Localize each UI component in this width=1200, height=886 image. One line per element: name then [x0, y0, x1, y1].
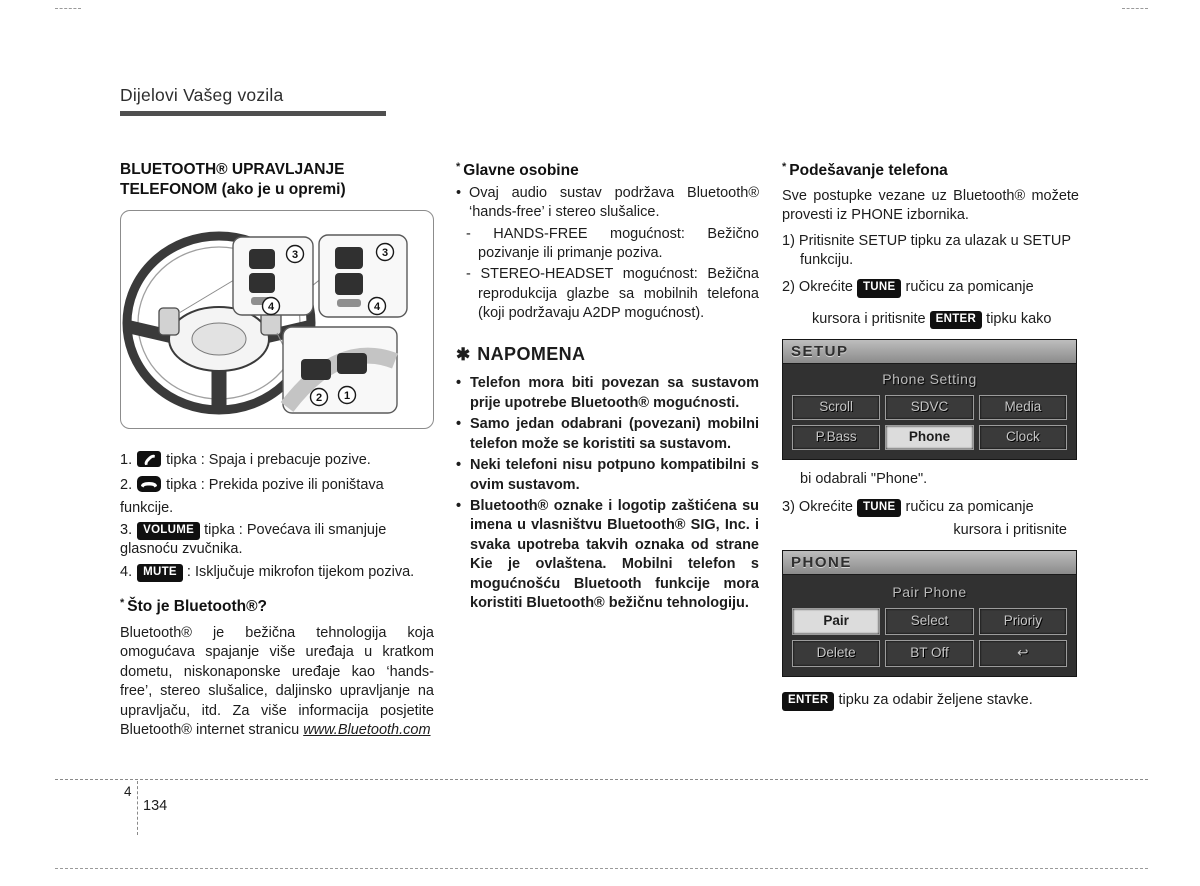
column-middle: * Glavne osobine Ovaj audio sustav podržava Bluetooth® ‘hands-free’ i stereo slušalice. - HANDS-FREE mogućnost: Bežično pozivanje ili primanje poziva. - STEREO-HEADSET mogućnost: Bežična reprodukcija glazbe sa mobilnih telefona (koji podržavaju A2DP mogućnost). ✱ NAPOMENA Telefon mora biti povezan sa sustavom prije upotrebe Bluetooth® mogućnosti. Samo jedan odabrani (povezani) mobilni telefon može se koristiti sa sustavom. Neki telefoni nisu potpuno kompatibilni s ovim sustavom. Bluetooth® oznake i logotip zaštićena su imena u vlasništvu Bluetooth® SIG, Inc. i svaka upotreba takvih oznaka od strane Kie je ovlaštena. Mobilni telefon s mogućnošću Bluetooth funkcije mora koristiti Bluetooth® bežičnu tehnologiju.: [456, 160, 759, 614]
menu-item-clock: Clock: [979, 425, 1067, 450]
callout-1: 1: [343, 389, 351, 402]
note-heading: ✱ NAPOMENA: [456, 343, 586, 364]
list-item: 1. tipka : Spaja i prebacuje pozive.: [120, 451, 434, 473]
list-item: 2. tipka : Prekida pozive ili poništava funkcije.: [120, 477, 384, 516]
note-bullet: Bluetooth® oznake i logotip zaštićena su imena u vlasništvu Bluetooth® SIG, Inc. i svaka upotreba takvih oznaka od strane Kie je ovlaštena. Mobilni telefon s mogućnošću Bluetooth funkcije mora koristiti Bluetooth® bežičnu tehnologiju.: [470, 498, 759, 612]
list-item-text: : Isključuje mikrofon tijekom poziva.: [186, 563, 415, 580]
footer-vertical-rule: [137, 781, 138, 835]
menu-item-select: Select: [885, 608, 973, 635]
list-item: 4. MUTE : Isključuje mikrofon tijekom poziva.: [120, 563, 434, 582]
callout-4: 4: [267, 300, 275, 313]
feature-sub-item: - STEREO-HEADSET mogućnost: Bežična reprodukcija glazbe sa mobilnih telefona (koji podržavaju A2DP mogućnost).: [466, 266, 759, 322]
button-key-list: [120, 451, 434, 583]
menu-item-media: Media: [979, 395, 1067, 420]
tune-knob-label: TUNE: [857, 279, 902, 297]
feature-sub-item: - HANDS-FREE mogućnost: Bežično pozivanje ili primanje poziva.: [466, 225, 759, 262]
menu-item-pair-highlighted: Pair: [792, 608, 880, 635]
section-heading: [120, 160, 434, 200]
phone-pickup-icon: [137, 451, 161, 473]
enter-button-label: ENTER: [930, 311, 982, 329]
title-underline: [120, 111, 386, 116]
step-2-continued: kursora i pritisnite ENTER tipku kako: [812, 310, 1079, 329]
footer-divider: [55, 779, 1148, 780]
callout-3: 3: [291, 248, 299, 261]
phone-setup-intro: Sve postupke vezane uz Bluetooth® možete provesti iz PHONE izbornika.: [782, 187, 1079, 224]
list-item-text: tipka : Spaja i prebacuje pozive.: [166, 451, 371, 468]
page-header: [120, 84, 386, 116]
page-number: 134: [143, 798, 168, 814]
menu-item-pbass: P.Bass: [792, 425, 880, 450]
phone-screen-menu: [792, 608, 1067, 667]
menu-item-delete: Delete: [792, 640, 880, 667]
list-item-text: tipka : Prekida pozive ili poništava funkcije.: [120, 477, 384, 516]
crop-mark: [55, 868, 1148, 869]
chapter-number: 4: [124, 784, 132, 799]
setup-screen-header: SETUP: [783, 340, 1076, 364]
setup-screen-menu: [792, 395, 1067, 450]
step-3: 3) Okrećite TUNE ručicu za pomicanje: [782, 498, 1079, 517]
note-bullet: Neki telefoni nisu potpuno kompatibilni s ovim sustavom.: [470, 457, 759, 493]
callout-3: 3: [381, 246, 389, 259]
what-is-bluetooth-section: * Što je Bluetooth®? Bluetooth® je bežična tehnologija koja omogućava spajanje više uređaja u kratkom dometu, niskonaponske uređaje kao ‘hands-free’, stereo slušalice, daljinsko upravljanje na upravljaču, itd. Za više informacija posjetite Bluetooth® internet stranicu www.Bluetooth.com: [120, 596, 434, 740]
menu-item-sdvc: SDVC: [885, 395, 973, 420]
mute-button-label: MUTE: [137, 564, 183, 582]
list-item-text: tipka : Povećava ili smanjuje glasnoću zvučnika.: [120, 521, 387, 558]
step-2-result: bi odabrali "Phone".: [800, 471, 928, 488]
phone-setup-heading: Podešavanje telefona: [789, 162, 948, 179]
features-heading: Glavne osobine: [463, 162, 579, 179]
phone-screen-title: Pair Phone: [892, 584, 967, 601]
phone-screen: [782, 550, 1077, 677]
section-heading-line2: TELEFONOM (ako je u opremi): [120, 180, 346, 198]
section-heading-line1: BLUETOOTH® UPRAVLJANJE: [120, 161, 345, 178]
tune-knob-label: TUNE: [857, 499, 902, 517]
menu-item-priority: Prioriy: [979, 608, 1067, 635]
setup-screen-body: [783, 364, 1076, 459]
step-2: 2) Okrećite TUNE ručicu za pomicanje: [782, 278, 1079, 297]
steering-wheel-figure: [120, 210, 434, 429]
enter-instruction: ENTER tipku za odabir željene stavke.: [782, 691, 1079, 710]
steering-wheel-illustration: [121, 211, 433, 428]
list-item: 3. VOLUME tipka : Povećava ili smanjuje glasnoću zvučnika.: [120, 521, 387, 558]
callout-4: 4: [373, 300, 381, 313]
crop-mark: [1122, 8, 1148, 9]
phone-screen-body: [783, 575, 1076, 676]
column-left: [120, 160, 434, 740]
page-title: Dijelovi Vašeg vozila: [120, 85, 284, 105]
menu-item-btoff: BT Off: [885, 640, 973, 667]
volume-button-label: VOLUME: [137, 522, 200, 540]
what-is-heading: Što je Bluetooth®?: [127, 598, 267, 616]
setup-screen: [782, 339, 1077, 460]
note-star-icon: ✱: [456, 344, 471, 364]
crop-mark: [55, 8, 81, 9]
bluetooth-website-link: www.Bluetooth.com: [303, 722, 431, 739]
column-right: * Podešavanje telefona Sve postupke vezane uz Bluetooth® možete provesti iz PHONE izbornika. 1) Pritisnite SETUP tipku za ulazak u SETUP funkciju. 2) Okrećite TUNE ručicu za pomicanje kursora i pritisnite ENTER tipku kako SETUP Phone Setting Scroll SDVC Media P.Bass Phone Clock bi odabrali "Phone". 3) Okrećite TUNE ručicu za pomicanje kursora i pritisnite PHONE Pair Phone Pair Select Prioriy Delete BT Off ↩ ENTER tipku za odabir željene stavke.: [782, 160, 1079, 711]
what-is-body: Bluetooth® je bežična tehnologija koja omogućava spajanje više uređaja u kratkom dometu, niskonaponske uređaje kao ‘hands-free’, stereo slušalice, daljinsko upravljanje na upravljaču, itd. Za više informacija posjetite Bluetooth® internet stranicu www.Bluetooth.com: [120, 624, 434, 739]
setup-screen-title: Phone Setting: [882, 371, 977, 388]
step-3-continued: kursora i pritisnite: [953, 522, 1067, 539]
menu-item-scroll: Scroll: [792, 395, 880, 420]
step-1: 1) Pritisnite SETUP tipku za ulazak u SETUP funkciju.: [782, 232, 1071, 269]
note-bullet: Telefon mora biti povezan sa sustavom prije upotrebe Bluetooth® mogućnosti.: [470, 375, 759, 411]
return-icon: ↩: [979, 640, 1067, 667]
callout-2: 2: [315, 391, 323, 404]
feature-bullet: Ovaj audio sustav podržava Bluetooth® ‘hands-free’ i stereo slušalice.: [469, 184, 759, 221]
note-bullet: Samo jedan odabrani (povezani) mobilni telefon može se koristiti sa sustavom.: [470, 416, 759, 452]
menu-item-phone-highlighted: Phone: [885, 425, 973, 450]
phone-hangup-icon: [137, 476, 161, 498]
enter-button-label: ENTER: [782, 692, 834, 710]
phone-screen-header: PHONE: [783, 551, 1076, 575]
